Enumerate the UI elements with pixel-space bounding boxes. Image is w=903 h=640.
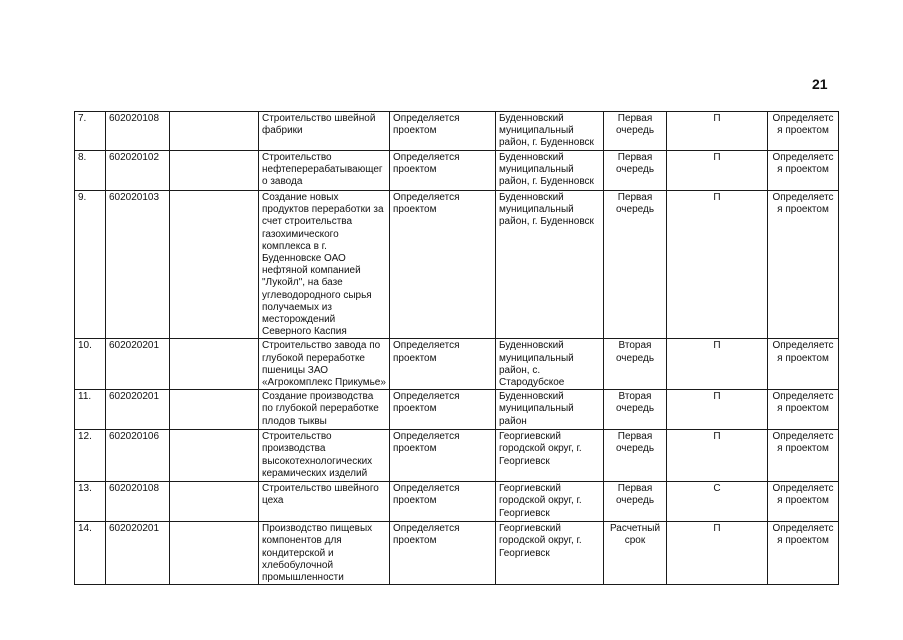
table-row (75, 390, 839, 430)
row-number-cell: 12. (75, 430, 106, 482)
stage-cell: Вторая очередь (604, 339, 667, 390)
status-cell: П (667, 191, 768, 339)
location-cell: Буденновский муниципальный район, с. Стародубское (496, 339, 604, 390)
code-cell: 602020108 (106, 112, 170, 151)
code-cell: 602020201 (106, 522, 170, 585)
stage-cell: Первая очередь (604, 191, 667, 339)
object-name-cell: Строительство производства высокотехнологических керамических изделий (259, 430, 390, 482)
table-row (75, 482, 839, 522)
stage-cell: Расчетный срок (604, 522, 667, 585)
object-name-cell: Создание новых продуктов переработки за счет строительства газохимического комплекса в г. Буденновске ОАО нефтяной компанией "Лукойл", на базе углеводородного сырья получаемых из месторождений Северного Каспия (259, 191, 390, 339)
capacity-cell: Определяется проектом (390, 151, 496, 191)
table-row (75, 522, 839, 585)
capacity-cell: Определяется проектом (390, 191, 496, 339)
code-cell: 602020102 (106, 151, 170, 191)
empty-cell (170, 191, 259, 339)
zone-cell: Определяется проектом (768, 522, 839, 585)
code-cell: 602020103 (106, 191, 170, 339)
code-cell: 602020108 (106, 482, 170, 522)
object-name-cell: Производство пищевых компонентов для кондитерской и хлебобулочной промышленности (259, 522, 390, 585)
empty-cell (170, 482, 259, 522)
capacity-cell: Определяется проектом (390, 390, 496, 430)
stage-cell: Вторая очередь (604, 390, 667, 430)
location-cell: Георгиевский городской округ, г. Георгиевск (496, 522, 604, 585)
stage-cell: Первая очередь (604, 482, 667, 522)
object-name-cell: Строительство нефтеперерабатывающего завода (259, 151, 390, 191)
row-number-cell: 11. (75, 390, 106, 430)
table-row (75, 191, 839, 339)
objects-table (74, 111, 839, 585)
code-cell: 602020201 (106, 390, 170, 430)
object-name-cell: Строительство завода по глубокой переработке пшеницы ЗАО «Агрокомплекс Прикумье» (259, 339, 390, 390)
location-cell: Буденновский муниципальный район, г. Буденновск (496, 112, 604, 151)
empty-cell (170, 151, 259, 191)
table-row (75, 112, 839, 151)
status-cell: П (667, 151, 768, 191)
empty-cell (170, 430, 259, 482)
empty-cell (170, 522, 259, 585)
page-number: 21 (812, 76, 828, 92)
zone-cell: Определяется проектом (768, 482, 839, 522)
table-row (75, 339, 839, 390)
status-cell: П (667, 390, 768, 430)
row-number-cell: 10. (75, 339, 106, 390)
row-number-cell: 7. (75, 112, 106, 151)
object-name-cell: Строительство швейного цеха (259, 482, 390, 522)
location-cell: Буденновский муниципальный район, г. Буденновск (496, 191, 604, 339)
capacity-cell: Определяется проектом (390, 430, 496, 482)
row-number-cell: 13. (75, 482, 106, 522)
capacity-cell: Определяется проектом (390, 522, 496, 585)
object-name-cell: Строительство швейной фабрики (259, 112, 390, 151)
table-row (75, 151, 839, 191)
stage-cell: Первая очередь (604, 430, 667, 482)
empty-cell (170, 390, 259, 430)
zone-cell: Определяется проектом (768, 430, 839, 482)
zone-cell: Определяется проектом (768, 191, 839, 339)
table-body (75, 112, 839, 585)
status-cell: П (667, 112, 768, 151)
location-cell: Буденновский муниципальный район, г. Буденновск (496, 151, 604, 191)
empty-cell (170, 339, 259, 390)
object-name-cell: Создание производства по глубокой переработке плодов тыквы (259, 390, 390, 430)
zone-cell: Определяется проектом (768, 390, 839, 430)
row-number-cell: 8. (75, 151, 106, 191)
location-cell: Буденновский муниципальный район (496, 390, 604, 430)
row-number-cell: 14. (75, 522, 106, 585)
status-cell: П (667, 339, 768, 390)
code-cell: 602020106 (106, 430, 170, 482)
zone-cell: Определяется проектом (768, 339, 839, 390)
empty-cell (170, 112, 259, 151)
table-row (75, 430, 839, 482)
stage-cell: Первая очередь (604, 151, 667, 191)
stage-cell: Первая очередь (604, 112, 667, 151)
capacity-cell: Определяется проектом (390, 482, 496, 522)
zone-cell: Определяется проектом (768, 151, 839, 191)
status-cell: П (667, 430, 768, 482)
status-cell: П (667, 522, 768, 585)
row-number-cell: 9. (75, 191, 106, 339)
code-cell: 602020201 (106, 339, 170, 390)
location-cell: Георгиевский городской округ, г. Георгиевск (496, 430, 604, 482)
capacity-cell: Определяется проектом (390, 112, 496, 151)
zone-cell: Определяется проектом (768, 112, 839, 151)
location-cell: Георгиевский городской округ, г. Георгиевск (496, 482, 604, 522)
capacity-cell: Определяется проектом (390, 339, 496, 390)
status-cell: С (667, 482, 768, 522)
